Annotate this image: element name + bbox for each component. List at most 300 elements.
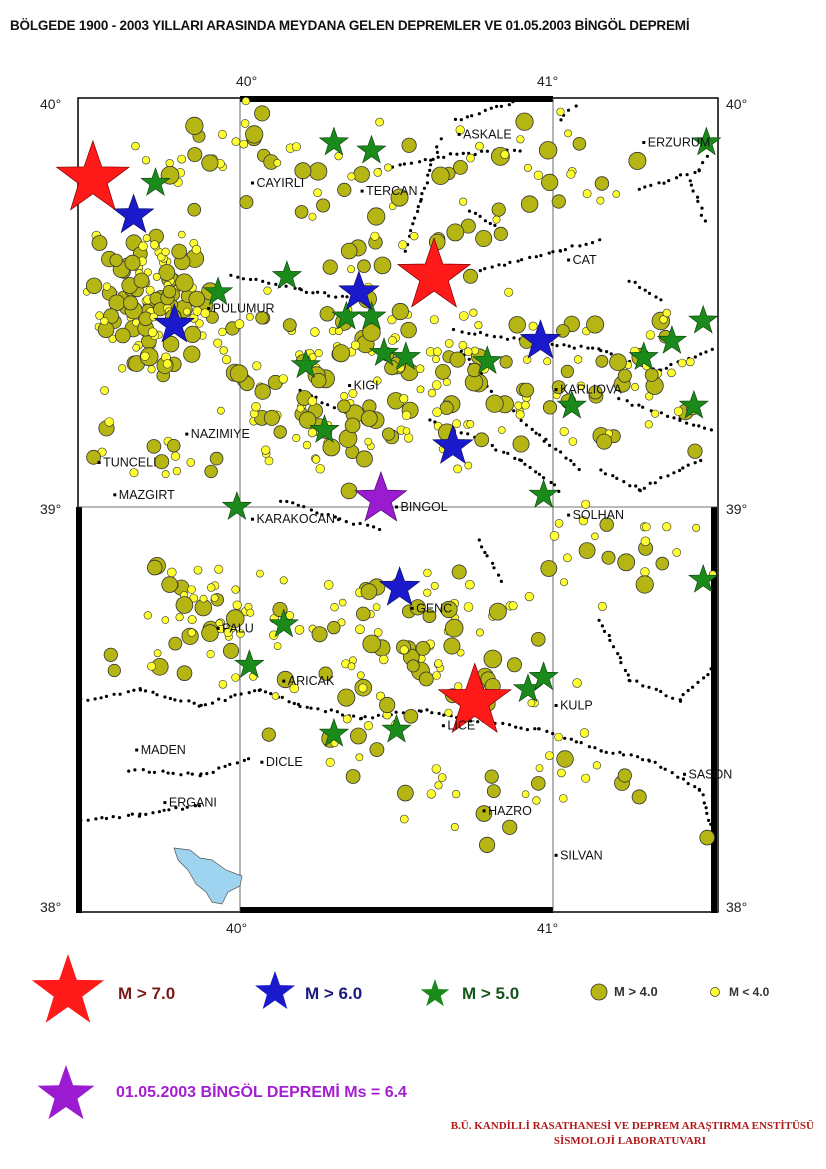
- fault-dot: [617, 397, 620, 400]
- event-m3: [641, 537, 650, 546]
- frame-bar-bottom: [240, 907, 553, 913]
- event-m4: [484, 650, 502, 668]
- event-m3: [274, 643, 281, 650]
- fault-dot: [660, 411, 663, 414]
- fault-dot: [285, 285, 288, 288]
- fault-dot: [169, 697, 172, 700]
- fault-dot: [551, 250, 554, 253]
- fault-dot: [179, 773, 182, 776]
- fault-dot: [604, 472, 607, 475]
- fault-dot: [285, 500, 288, 503]
- event-m3: [232, 674, 240, 682]
- fault-dot: [305, 291, 308, 294]
- event-m3: [533, 797, 541, 805]
- fault-dot: [545, 730, 548, 733]
- event-m4: [223, 643, 238, 658]
- event-m3: [475, 321, 483, 329]
- fault-dot: [610, 352, 613, 355]
- event-m4: [489, 603, 506, 620]
- event-m3: [470, 309, 478, 317]
- fault-dot: [118, 816, 121, 819]
- event-m4: [447, 224, 464, 241]
- fault-dot: [341, 295, 344, 298]
- event-m4: [432, 167, 450, 185]
- fault-dot: [696, 196, 699, 199]
- fault-dot: [578, 244, 581, 247]
- fault-dot: [666, 474, 669, 477]
- event-m4: [552, 195, 565, 208]
- fault-dot: [654, 295, 657, 298]
- event-m3: [171, 452, 180, 461]
- event-m4: [557, 751, 574, 768]
- event-m3: [433, 348, 441, 356]
- city-marker: [642, 141, 645, 144]
- city-marker: [555, 704, 558, 707]
- event-m3: [398, 241, 407, 250]
- event-m3: [297, 405, 304, 412]
- fault-dot: [573, 347, 576, 350]
- fault-dot: [526, 728, 529, 731]
- fault-dot: [697, 424, 700, 427]
- fault-dot: [659, 298, 662, 301]
- fault-dot: [628, 679, 631, 682]
- fault-dot: [551, 343, 554, 346]
- fault-dot: [261, 280, 264, 283]
- fault-dot: [288, 700, 291, 703]
- event-m3: [162, 248, 170, 256]
- event-m4: [202, 155, 218, 171]
- event-m4: [509, 317, 526, 334]
- fault-dot: [417, 205, 420, 208]
- fault-dot: [641, 758, 644, 761]
- event-m4: [368, 208, 385, 225]
- fault-dot: [300, 288, 303, 291]
- event-m3: [536, 765, 543, 772]
- event-m4: [382, 428, 394, 440]
- city-label: BINGOL: [400, 500, 448, 514]
- legend-m7-star: [32, 954, 104, 1023]
- fault-dot: [326, 403, 329, 406]
- fault-dot: [699, 459, 702, 462]
- fault-dot: [711, 348, 714, 351]
- fault-dot: [293, 702, 296, 705]
- event-m4: [700, 830, 715, 845]
- fault-dot: [679, 173, 682, 176]
- event-m3: [464, 603, 473, 612]
- fault-dot: [442, 156, 445, 159]
- event-m4: [356, 607, 370, 621]
- event-m3: [101, 386, 109, 394]
- event-m4: [210, 452, 223, 465]
- event-m3: [359, 684, 367, 692]
- fault-dot: [618, 751, 621, 754]
- fault-dot: [236, 276, 239, 279]
- fault-dot: [692, 189, 695, 192]
- event-m4: [202, 625, 219, 642]
- event-m4: [561, 365, 573, 377]
- fault-dot: [598, 238, 601, 241]
- fault-dot: [548, 252, 551, 255]
- fault-dot: [529, 466, 532, 469]
- event-m4: [323, 439, 340, 456]
- event-m3: [279, 375, 288, 384]
- event-m4: [115, 328, 130, 343]
- fault-dot: [696, 681, 699, 684]
- fault-dot: [440, 137, 443, 140]
- fault-dot: [217, 698, 220, 701]
- right-tick-40: 40°: [726, 96, 748, 112]
- fault-dot: [704, 219, 707, 222]
- event-m3: [148, 366, 156, 374]
- fault-dot: [306, 706, 309, 709]
- event-m4: [486, 395, 503, 412]
- fault-dot: [330, 708, 333, 711]
- event-m4: [169, 637, 182, 650]
- fault-dot: [523, 463, 526, 466]
- event-m4: [500, 356, 512, 368]
- event-m3: [163, 360, 172, 369]
- event-m4: [380, 697, 395, 712]
- fault-dot: [485, 334, 488, 337]
- event-m3: [105, 418, 114, 427]
- fault-dot: [580, 741, 583, 744]
- bottom-tick-41: 41°: [537, 920, 559, 936]
- event-m3: [432, 765, 441, 774]
- fault-dot: [564, 248, 567, 251]
- fault-dot: [198, 705, 201, 708]
- event-m3: [402, 411, 411, 420]
- event-m3: [424, 589, 432, 597]
- fault-dot: [455, 153, 458, 156]
- fault-dot: [193, 702, 196, 705]
- event-m3: [555, 733, 563, 741]
- fault-dot: [100, 696, 103, 699]
- event-m3: [348, 663, 355, 670]
- event-m3: [443, 378, 450, 385]
- fault-dot: [480, 545, 483, 548]
- fault-dot: [615, 477, 618, 480]
- event-m4: [341, 483, 357, 499]
- fault-dot: [449, 152, 452, 155]
- event-m3: [235, 320, 244, 329]
- fault-dot: [519, 727, 522, 730]
- event-m3: [400, 394, 408, 402]
- event-m4: [246, 126, 263, 143]
- fault-dot: [628, 484, 631, 487]
- fault-dot: [345, 295, 348, 298]
- fault-dot: [686, 173, 689, 176]
- event-m4: [264, 410, 279, 425]
- event-m3: [335, 327, 342, 334]
- event-m4: [345, 418, 360, 433]
- fault-dot: [702, 793, 705, 796]
- event-m4: [416, 641, 430, 655]
- event-m3: [373, 604, 380, 611]
- city-label: SOLHAN: [572, 508, 625, 523]
- fault-dot: [378, 528, 381, 531]
- fault-dot: [460, 118, 463, 121]
- city-marker: [185, 433, 188, 436]
- fault-dot: [483, 551, 486, 554]
- fault-dot: [502, 451, 505, 454]
- fault-dot: [163, 695, 166, 698]
- event-m4: [531, 632, 545, 646]
- fault-dot: [418, 160, 421, 163]
- event-m3: [573, 679, 582, 688]
- event-m3: [220, 347, 228, 355]
- event-m3: [559, 795, 567, 803]
- fault-dot: [100, 816, 103, 819]
- event-m3: [176, 613, 184, 621]
- city-marker: [135, 749, 138, 752]
- fault-dot: [153, 771, 156, 774]
- event-m3: [476, 629, 483, 636]
- fault-dot: [424, 158, 427, 161]
- event-m4: [370, 743, 384, 757]
- event-m3: [96, 312, 104, 320]
- event-m3: [187, 458, 195, 466]
- event-m3: [424, 569, 432, 577]
- event-m4: [184, 326, 200, 342]
- city-label: KARAKOCAN: [256, 512, 335, 527]
- city-label: MAZGIRT: [118, 487, 175, 502]
- event-m3: [312, 456, 320, 464]
- fault-dot: [310, 508, 313, 511]
- event-m3: [207, 650, 215, 658]
- left-tick-38: 38°: [40, 899, 62, 915]
- fault-dot: [479, 269, 482, 272]
- fault-dot: [648, 292, 651, 295]
- fault-dot: [669, 363, 672, 366]
- fault-dot: [533, 727, 536, 730]
- fault-dot: [94, 817, 97, 820]
- event-m4: [374, 257, 391, 274]
- event-m3: [678, 359, 686, 367]
- event-m3: [529, 322, 537, 330]
- fault-dot: [528, 256, 531, 259]
- fault-dot: [366, 524, 369, 527]
- fault-dot: [79, 819, 82, 822]
- fault-dot: [371, 716, 374, 719]
- right-tick-38: 38°: [726, 899, 748, 915]
- event-m3: [173, 467, 181, 475]
- fault-dot: [638, 286, 641, 289]
- event-m3: [388, 336, 396, 344]
- fault-dot: [94, 697, 97, 700]
- event-m3: [400, 646, 408, 654]
- event-m3: [613, 191, 620, 198]
- fault-dot: [133, 768, 136, 771]
- fault-dot: [643, 185, 646, 188]
- event-m3: [118, 365, 126, 373]
- event-m3: [565, 130, 572, 137]
- legend: [0, 940, 826, 1169]
- fault-dot: [706, 155, 709, 158]
- event-m3: [459, 198, 467, 206]
- legend-m4-label: M > 4.0: [614, 984, 658, 999]
- fault-dot: [493, 335, 496, 338]
- fault-dot: [105, 817, 108, 820]
- event-m4: [92, 236, 107, 251]
- event-m4: [398, 785, 414, 801]
- fault-dot: [479, 215, 482, 218]
- event-m4: [450, 352, 465, 367]
- fault-dot: [631, 404, 634, 407]
- fault-dot: [461, 330, 464, 333]
- fault-dot: [491, 562, 494, 565]
- fault-dot: [687, 782, 690, 785]
- city-label: ARICAK: [287, 674, 335, 689]
- fault-dot: [435, 145, 438, 148]
- fault-dot: [199, 774, 202, 777]
- fault-dot: [474, 153, 477, 156]
- fault-dot: [186, 771, 189, 774]
- fault-dot: [535, 432, 538, 435]
- fault-dot: [572, 463, 575, 466]
- event-m3: [308, 397, 317, 406]
- event-m4: [172, 244, 187, 259]
- event-m3: [597, 197, 604, 204]
- fault-dot: [681, 466, 684, 469]
- fault-dot: [474, 212, 477, 215]
- fault-dot: [622, 753, 625, 756]
- legend-m6-label: M > 6.0: [305, 984, 363, 1003]
- fault-dot: [112, 815, 115, 818]
- event-m3: [274, 159, 281, 166]
- event-m4: [361, 411, 377, 427]
- event-m4: [468, 363, 482, 377]
- fault-dot: [151, 811, 154, 814]
- fault-dot: [429, 163, 432, 166]
- event-m3: [652, 410, 659, 417]
- event-m3: [631, 383, 638, 390]
- fault-dot: [643, 487, 646, 490]
- event-m4: [485, 770, 498, 783]
- event-m3: [534, 171, 543, 180]
- frame-bar-left: [76, 507, 82, 913]
- event-m4: [147, 440, 161, 454]
- legend-bingol-star: [38, 1065, 95, 1119]
- event-m3: [451, 823, 458, 830]
- city-label: KARLIOVA: [560, 382, 622, 397]
- fault-dot: [664, 768, 667, 771]
- event-m3: [454, 465, 462, 473]
- fault-dot: [706, 673, 709, 676]
- event-m3: [641, 568, 650, 577]
- fault-dot: [179, 699, 182, 702]
- fault-dot: [634, 484, 637, 487]
- fault-dot: [608, 634, 611, 637]
- event-m3: [452, 790, 460, 798]
- fault-dot: [599, 468, 602, 471]
- event-m4: [361, 584, 377, 600]
- right-tick-39: 39°: [726, 501, 748, 517]
- fault-dot: [531, 428, 534, 431]
- event-m4: [516, 113, 533, 130]
- fault-dot: [593, 746, 596, 749]
- event-m3: [303, 441, 311, 449]
- fault-dot: [678, 469, 681, 472]
- fault-dot: [499, 335, 502, 338]
- event-m3: [433, 408, 442, 417]
- fault-dot: [491, 444, 494, 447]
- event-m4: [283, 319, 296, 332]
- event-m3: [103, 283, 111, 291]
- event-m3: [252, 402, 261, 411]
- fault-dot: [501, 722, 504, 725]
- event-m3: [247, 609, 254, 616]
- legend-m7-label: M > 7.0: [118, 984, 176, 1003]
- event-m3: [356, 625, 365, 634]
- fault-dot: [113, 693, 116, 696]
- fault-dot: [641, 684, 644, 687]
- fault-dot: [511, 100, 514, 103]
- event-m3: [560, 579, 567, 586]
- event-m3: [569, 438, 577, 446]
- event-m4: [595, 177, 609, 191]
- fault-dot: [659, 690, 662, 693]
- event-m3: [166, 159, 174, 167]
- fault-dot: [466, 432, 469, 435]
- fault-dot: [148, 771, 151, 774]
- city-marker: [683, 773, 686, 776]
- fault-dot: [228, 763, 231, 766]
- fault-dot: [138, 813, 141, 816]
- event-m4: [356, 451, 372, 467]
- event-m3: [400, 815, 408, 823]
- event-m4: [513, 436, 529, 452]
- fault-dot: [503, 264, 506, 267]
- fault-dot: [172, 772, 175, 775]
- city-label: SILVAN: [560, 848, 603, 863]
- event-m3: [132, 142, 140, 150]
- fault-dot: [428, 418, 431, 421]
- event-m3: [252, 362, 261, 371]
- event-m3: [141, 352, 150, 361]
- event-m3: [582, 774, 590, 782]
- event-m4: [597, 434, 612, 449]
- city-label: KIGI: [353, 378, 379, 393]
- fault-dot: [473, 333, 476, 336]
- city-label: GENC: [416, 601, 453, 616]
- event-m3: [183, 308, 190, 315]
- fault-dot: [151, 691, 154, 694]
- event-m3: [148, 662, 156, 670]
- fault-dot: [259, 688, 262, 691]
- fault-dot: [553, 483, 556, 486]
- fault-dot: [698, 789, 701, 792]
- event-m4: [629, 152, 646, 169]
- fault-dot: [548, 444, 551, 447]
- top-tick-41: 41°: [537, 73, 559, 89]
- event-m3: [515, 402, 523, 410]
- fault-dot: [316, 291, 319, 294]
- event-m3: [525, 592, 534, 601]
- event-m4: [176, 597, 193, 614]
- fault-dot: [377, 714, 380, 717]
- city-marker: [98, 461, 101, 464]
- event-m3: [642, 523, 650, 531]
- event-m3: [316, 464, 325, 473]
- event-m3: [528, 699, 535, 706]
- fault-dot: [413, 217, 416, 220]
- event-m4: [255, 384, 271, 400]
- fault-dot: [512, 409, 515, 412]
- fault-dot: [352, 523, 355, 526]
- fault-dot: [460, 431, 463, 434]
- event-m3: [133, 344, 140, 351]
- event-m4: [602, 551, 615, 564]
